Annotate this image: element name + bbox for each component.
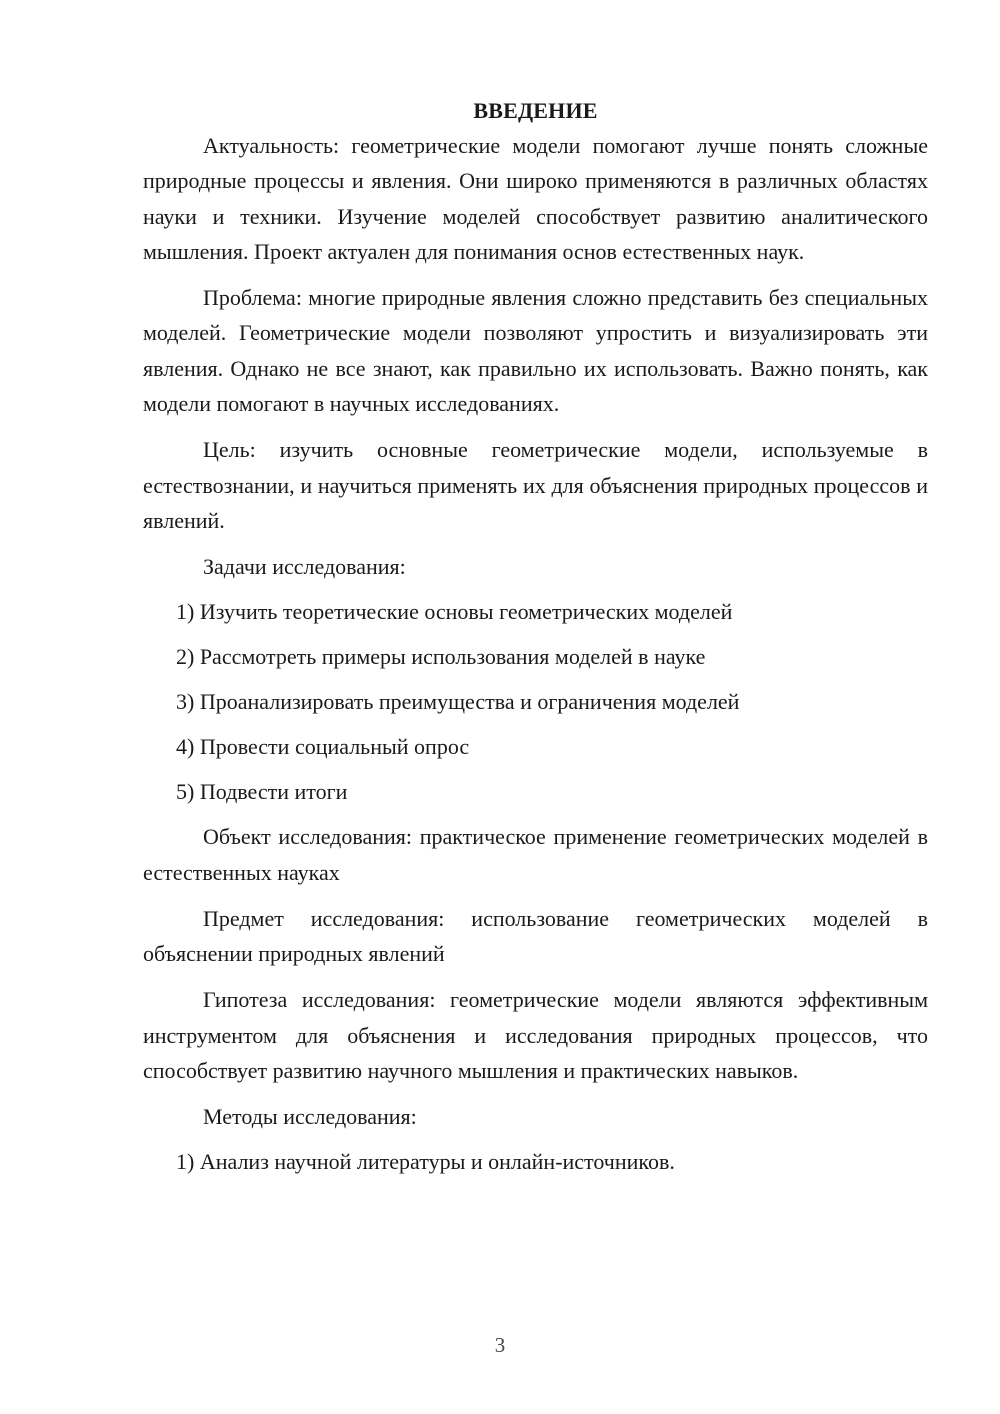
goal-paragraph: Цель: изучить основные геометрические модели, используемые в естествознании, и научиться применять их для объяснения природных процессов и явлений. [143, 437, 928, 533]
page-title: ВВЕДЕНИЕ [473, 98, 598, 123]
problem-paragraph: Проблема: многие природные явления сложно представить без специальных моделей. Геометрические модели позволяют упростить и визуализировать эти явления. Однако не все знают, как правильно их использовать. Важно понять, как модели помогают в научных исследованиях. [143, 285, 928, 417]
page-number: 3 [494, 1333, 506, 1357]
document-page [143, 93, 928, 1179]
object-paragraph: Объект исследования: практическое применение геометрических моделей в естественных науках [143, 824, 928, 885]
task-item: 3) Проанализировать преимущества и ограничения моделей [176, 689, 740, 715]
methods-heading: Методы исследования: [203, 1104, 417, 1130]
tasks-heading: Задачи исследования: [203, 554, 406, 580]
hypothesis-paragraph: Гипотеза исследования: геометрические модели являются эффективным инструментом для объяснения и исследования природных процессов, что способствует развитию научного мышления и практических навыков. [143, 987, 928, 1084]
task-item: 2) Рассмотреть примеры использования моделей в науке [176, 644, 706, 670]
relevance-paragraph: Актуальность: геометрические модели помогают лучше понять сложные природные процессы и явления. Они широко применяются в различных областях науки и техники. Изучение моделей способствует развитию аналитического мышления. Проект актуален для понимания основ естественных наук. [143, 133, 928, 264]
task-item: 1) Изучить теоретические основы геометрических моделей [176, 599, 733, 625]
task-item: 4) Провести социальный опрос [176, 734, 470, 760]
task-item: 5) Подвести итоги [176, 779, 348, 805]
subject-paragraph: Предмет исследования: использование геометрических моделей в объяснении природных явлений [143, 905, 928, 967]
method-item: 1) Анализ научной литературы и онлайн-источников. [176, 1149, 675, 1175]
